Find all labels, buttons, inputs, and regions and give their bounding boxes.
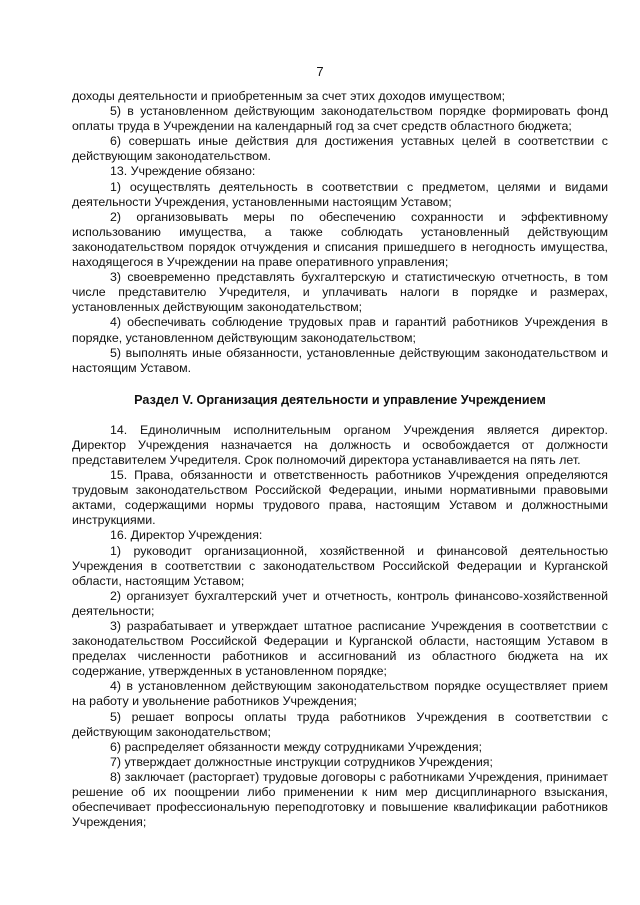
paragraph: 6) совершать иные действия для достижения уставных целей в соответствии с действующим законодательством. xyxy=(72,134,608,164)
paragraph: 8) заключает (расторгает) трудовые договоры с работниками Учреждения, принимает решение об их поощрении либо применении к ним мер дисциплинарного взыскания, обеспечивает профессиональную переподготовку и повышение квалификации работников Учреждения; xyxy=(72,769,608,830)
paragraph: 7) утверждает должностные инструкции сотрудников Учреждения; xyxy=(110,754,493,769)
paragraph: доходы деятельности и приобретенным за счет этих доходов имуществом; xyxy=(72,89,506,103)
paragraph: 2) организовывать меры по обеспечению сохранности и эффективному использованию имущества, а также соблюдать установленный действующим законодательством порядок отчуждения и списания пришедшего в негодность имущества, находящегося в Учреждении на праве оперативного управления; xyxy=(72,209,608,270)
paragraph: 3) разрабатывает и утверждает штатное расписание Учреждения в соответствии с законодательством Российской Федерации и Курганской области, настоящим Уставом в пределах численности работников и ассигнований из областного бюджета на их содержание, утвержденных в установленном порядке; xyxy=(72,619,608,679)
paragraph: 5) в установленном действующим законодательством порядке формировать фонд оплаты труда в Учреждении на календарный год за счет средств областного бюджета; xyxy=(72,104,608,134)
paragraph: 3) своевременно представлять бухгалтерскую и статистическую отчетность, в том числе представителю Учредителя, и уплачивать налоги в порядке и размерах, установленных действующим законодательством; xyxy=(72,270,608,315)
paragraph: 6) распределяет обязанности между сотрудниками Учреждения; xyxy=(110,739,483,754)
paragraph: 1) осуществлять деятельность в соответствии с предметом, целями и видами деятельности Учреждения, установленными настоящим Уставом; xyxy=(72,179,608,209)
paragraph: 5) решает вопросы оплаты труда работников Учреждения в соответствии с действующим законодательством; xyxy=(72,709,608,739)
document-body xyxy=(72,89,608,830)
paragraph: 2) организует бухгалтерский учет и отчетность, контроль финансово-хозяйственной деятельности; xyxy=(72,588,608,618)
paragraph: 4) обеспечивать соблюдение трудовых прав и гарантий работников Учреждения в порядке, установленном действующим законодательством; xyxy=(72,315,608,345)
paragraph: 4) в установленном действующим законодательством порядке осуществляет прием на работу и увольнение работников Учреждения; xyxy=(72,679,608,709)
paragraph: 14. Единоличным исполнительным органом Учреждения является директор. Директор Учреждения назначается на должность и освобождается от должности представителем Учредителя. Срок полномочий директора устанавливается на пять лет. xyxy=(72,422,608,467)
section-heading: Раздел V. Организация деятельности и управление Учреждением xyxy=(134,392,546,407)
paragraph: 15. Права, обязанности и ответственность работников Учреждения определяются трудовым законодательством Российской Федерации, иными нормативными правовыми актами, содержащими нормы трудового права, настоящим Уставом и должностными инструкциями. xyxy=(72,468,608,528)
paragraph: 13. Учреждение обязано: xyxy=(110,164,256,179)
paragraph: 1) руководит организационной, хозяйственной и финансовой деятельностью Учреждения в соответствии с законодательством Российской Федерации и Курганской области, настоящим Уставом; xyxy=(72,543,608,588)
page-number: 7 xyxy=(316,64,324,79)
paragraph: 16. Директор Учреждения: xyxy=(110,528,263,543)
paragraph: 5) выполнять иные обязанности, установленные действующим законодательством и настоящим Уставом. xyxy=(72,345,608,375)
